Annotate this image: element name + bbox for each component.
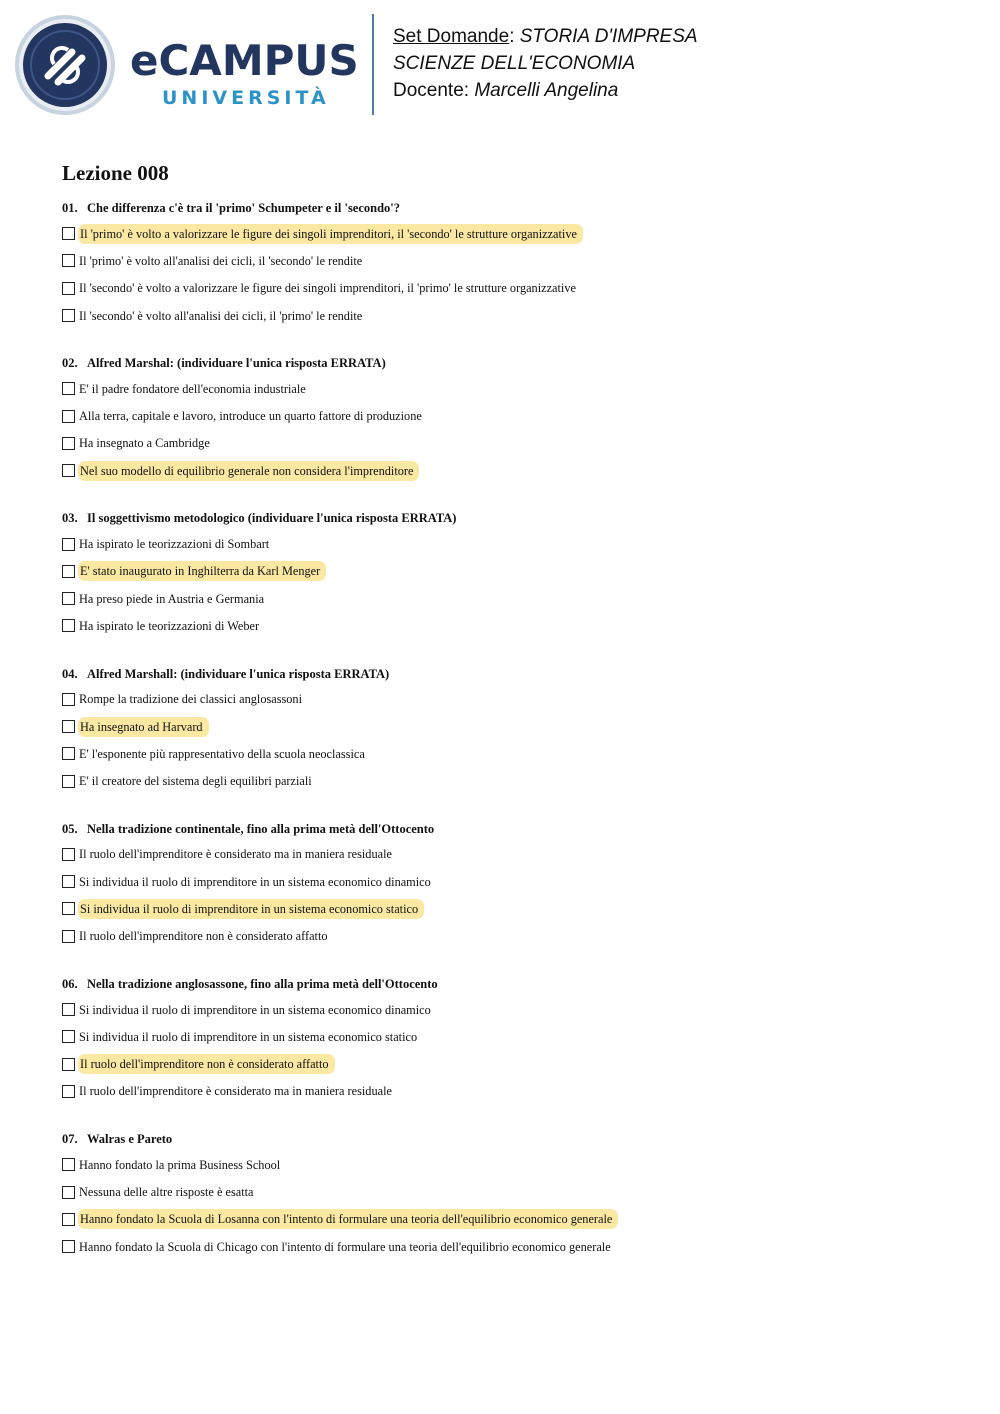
lesson-title: Lezione 008 (62, 161, 169, 185)
answer-checkbox[interactable] (62, 619, 75, 632)
answer-checkbox[interactable] (62, 565, 75, 578)
correct-answer-text: E' stato inaugurato in Inghilterra da Karl Menger (78, 561, 326, 581)
answer-checkbox[interactable] (62, 1003, 75, 1016)
teacher-name: Marcelli Angelina (474, 80, 619, 101)
answer-checkbox[interactable] (62, 720, 75, 733)
brand-wordmark (130, 36, 359, 112)
correct-answer-text: Il ruolo dell'imprenditore non è considerato affatto (78, 1054, 335, 1074)
course-name: SCIENZE DELL'ECONOMIA (393, 53, 636, 74)
answer-option (62, 1051, 962, 1078)
set-label: Set Domande (393, 26, 510, 47)
answer-text: Ha ispirato le teorizzazioni di Weber (79, 618, 260, 633)
answer-text: Hanno fondato la Scuola di Chicago con l'intento di formulare una teoria dell'equilibrio economico generale (79, 1239, 611, 1254)
answer-text: E' l'esponente più rappresentativo della scuola neoclassica (79, 746, 365, 761)
answer-option (62, 686, 962, 713)
correct-answer-text: Hanno fondato la Scuola di Losanna con l'intento di formulare una teoria dell'equilibrio economico generale (78, 1209, 618, 1229)
answer-checkbox[interactable] (62, 1240, 75, 1253)
question-block (62, 1127, 962, 1260)
question-list (62, 196, 962, 1260)
answer-text: Si individua il ruolo di imprenditore in un sistema economico dinamico (79, 1002, 431, 1017)
set-line: Set Domande: STORIA D'IMPRESA (393, 26, 698, 47)
correct-answer-text: Il 'primo' è volto a valorizzare le figure dei singoli imprenditori, il 'secondo' le strutture organizzative (78, 224, 583, 244)
answer-option (62, 895, 962, 922)
answer-option (62, 612, 962, 639)
answer-option (62, 430, 962, 457)
answer-checkbox[interactable] (62, 309, 75, 322)
answer-option (62, 1023, 962, 1050)
answer-option (62, 1178, 962, 1205)
question-text: Nella tradizione anglosassone, fino alla prima metà dell'Ottocento (87, 976, 438, 991)
answer-text: Nessuna delle altre risposte è esatta (79, 1185, 254, 1200)
question-title (62, 506, 962, 530)
answer-option (62, 558, 962, 585)
question-title (62, 972, 962, 996)
answer-checkbox[interactable] (62, 775, 75, 788)
page-header (0, 0, 1000, 130)
answer-checkbox[interactable] (62, 538, 75, 551)
answer-option (62, 841, 962, 868)
answer-text: Il ruolo dell'imprenditore non è considerato affatto (79, 929, 328, 944)
answer-checkbox[interactable] (62, 254, 75, 267)
question-title (62, 662, 962, 686)
header-divider (372, 14, 374, 115)
brand-subtitle: UNIVERSITÀ (162, 87, 330, 109)
question-spacer (62, 640, 962, 654)
question-title (62, 351, 962, 375)
answer-text: Alla terra, capitale e lavoro, introduce un quarto fattore di produzione (79, 409, 422, 424)
answer-option (62, 868, 962, 895)
answer-option (62, 402, 962, 429)
question-text: Alfred Marshall: (individuare l'unica risposta ERRATA) (87, 666, 390, 681)
answer-option (62, 1206, 962, 1233)
answer-option (62, 585, 962, 612)
question-spacer (62, 950, 962, 964)
answer-checkbox[interactable] (62, 1186, 75, 1199)
answer-option (62, 1078, 962, 1105)
question-block (62, 506, 962, 639)
question-number: 07. (62, 1132, 78, 1147)
question-text: Alfred Marshal: (individuare l'unica risposta ERRATA) (87, 356, 386, 371)
answer-option (62, 1151, 962, 1178)
answer-checkbox[interactable] (62, 1030, 75, 1043)
answer-text: Il ruolo dell'imprenditore è considerato ma in maniera residuale (79, 1084, 392, 1099)
question-block (62, 817, 962, 950)
answer-checkbox[interactable] (62, 747, 75, 760)
answer-option (62, 247, 962, 274)
answer-checkbox[interactable] (62, 875, 75, 888)
answer-text: Ha ispirato le teorizzazioni di Sombart (79, 537, 270, 552)
question-sheet (62, 158, 962, 1260)
question-number: 04. (62, 666, 78, 681)
question-title (62, 1127, 962, 1151)
answer-option (62, 923, 962, 950)
ecampus-seal-logo (14, 14, 116, 116)
answer-option (62, 275, 962, 302)
correct-answer-text: Nel suo modello di equilibrio generale non considera l'imprenditore (78, 461, 419, 481)
answer-option (62, 767, 962, 794)
question-spacer (62, 795, 962, 809)
answer-checkbox[interactable] (62, 437, 75, 450)
question-title (62, 817, 962, 841)
answer-option (62, 1233, 962, 1260)
answer-checkbox[interactable] (62, 693, 75, 706)
question-block (62, 662, 962, 795)
answer-option (62, 220, 962, 247)
answer-checkbox[interactable] (62, 592, 75, 605)
question-block (62, 972, 962, 1105)
answer-text: E' il creatore del sistema degli equilibri parziali (79, 774, 312, 789)
question-text: Che differenza c'è tra il 'primo' Schumpeter e il 'secondo'? (87, 201, 401, 215)
answer-text: E' il padre fondatore dell'economia industriale (79, 381, 306, 396)
answer-text: Hanno fondato la prima Business School (79, 1157, 281, 1172)
question-text: Nella tradizione continentale, fino alla prima metà dell'Ottocento (87, 821, 435, 836)
answer-text: Il ruolo dell'imprenditore è considerato ma in maniera residuale (79, 847, 392, 862)
answer-text: Il 'secondo' è volto all'analisi dei cicli, il 'primo' le rendite (79, 308, 363, 323)
answer-checkbox[interactable] (62, 902, 75, 915)
answer-checkbox[interactable] (62, 464, 75, 477)
answer-option (62, 996, 962, 1023)
teacher-label: Docente: (393, 80, 470, 101)
answer-text: Si individua il ruolo di imprenditore in un sistema economico statico (79, 1029, 418, 1044)
answer-checkbox[interactable] (62, 410, 75, 423)
question-number: 06. (62, 976, 78, 991)
answer-text: Si individua il ruolo di imprenditore in un sistema economico dinamico (79, 874, 431, 889)
answer-text: Ha insegnato a Cambridge (79, 436, 210, 451)
answer-option (62, 713, 962, 740)
question-spacer (62, 1105, 962, 1119)
answer-checkbox[interactable] (62, 1213, 75, 1226)
answer-text: Ha preso piede in Austria e Germania (79, 591, 265, 606)
question-spacer (62, 484, 962, 498)
question-block (62, 351, 962, 484)
correct-answer-text: Ha insegnato ad Harvard (78, 717, 209, 737)
question-block (62, 196, 962, 329)
question-number: 02. (62, 356, 78, 371)
answer-checkbox[interactable] (62, 930, 75, 943)
answer-text: Il 'primo' è volto all'analisi dei cicli, il 'secondo' le rendite (79, 253, 363, 268)
answer-option (62, 375, 962, 402)
question-spacer (62, 329, 962, 343)
header-meta (393, 23, 698, 104)
answer-text: Rompe la tradizione dei classici anglosassoni (79, 692, 302, 707)
question-text: Walras e Pareto (87, 1132, 173, 1147)
question-number: 05. (62, 821, 78, 836)
correct-answer-text: Si individua il ruolo di imprenditore in un sistema economico statico (78, 899, 424, 919)
answer-checkbox[interactable] (62, 282, 75, 295)
set-value: STORIA D'IMPRESA (519, 26, 698, 47)
question-number: 03. (62, 511, 78, 526)
answer-checkbox[interactable] (62, 1085, 75, 1098)
answer-option (62, 530, 962, 557)
answer-text: Il 'secondo' è volto a valorizzare le figure dei singoli imprenditori, il 'primo' le strutture organizzative (79, 281, 576, 296)
question-text: Il soggettivismo metodologico (individuare l'unica risposta ERRATA) (87, 511, 457, 526)
brand-name: eCAMPUS (130, 36, 359, 85)
answer-checkbox[interactable] (62, 1058, 75, 1071)
answer-checkbox[interactable] (62, 848, 75, 861)
teacher-line (393, 77, 698, 104)
answer-checkbox[interactable] (62, 382, 75, 395)
answer-option (62, 302, 962, 329)
answer-option (62, 740, 962, 767)
question-number: 01. (62, 201, 78, 215)
answer-checkbox[interactable] (62, 1158, 75, 1171)
answer-checkbox[interactable] (62, 227, 75, 240)
answer-option (62, 457, 962, 484)
question-title (62, 196, 962, 220)
